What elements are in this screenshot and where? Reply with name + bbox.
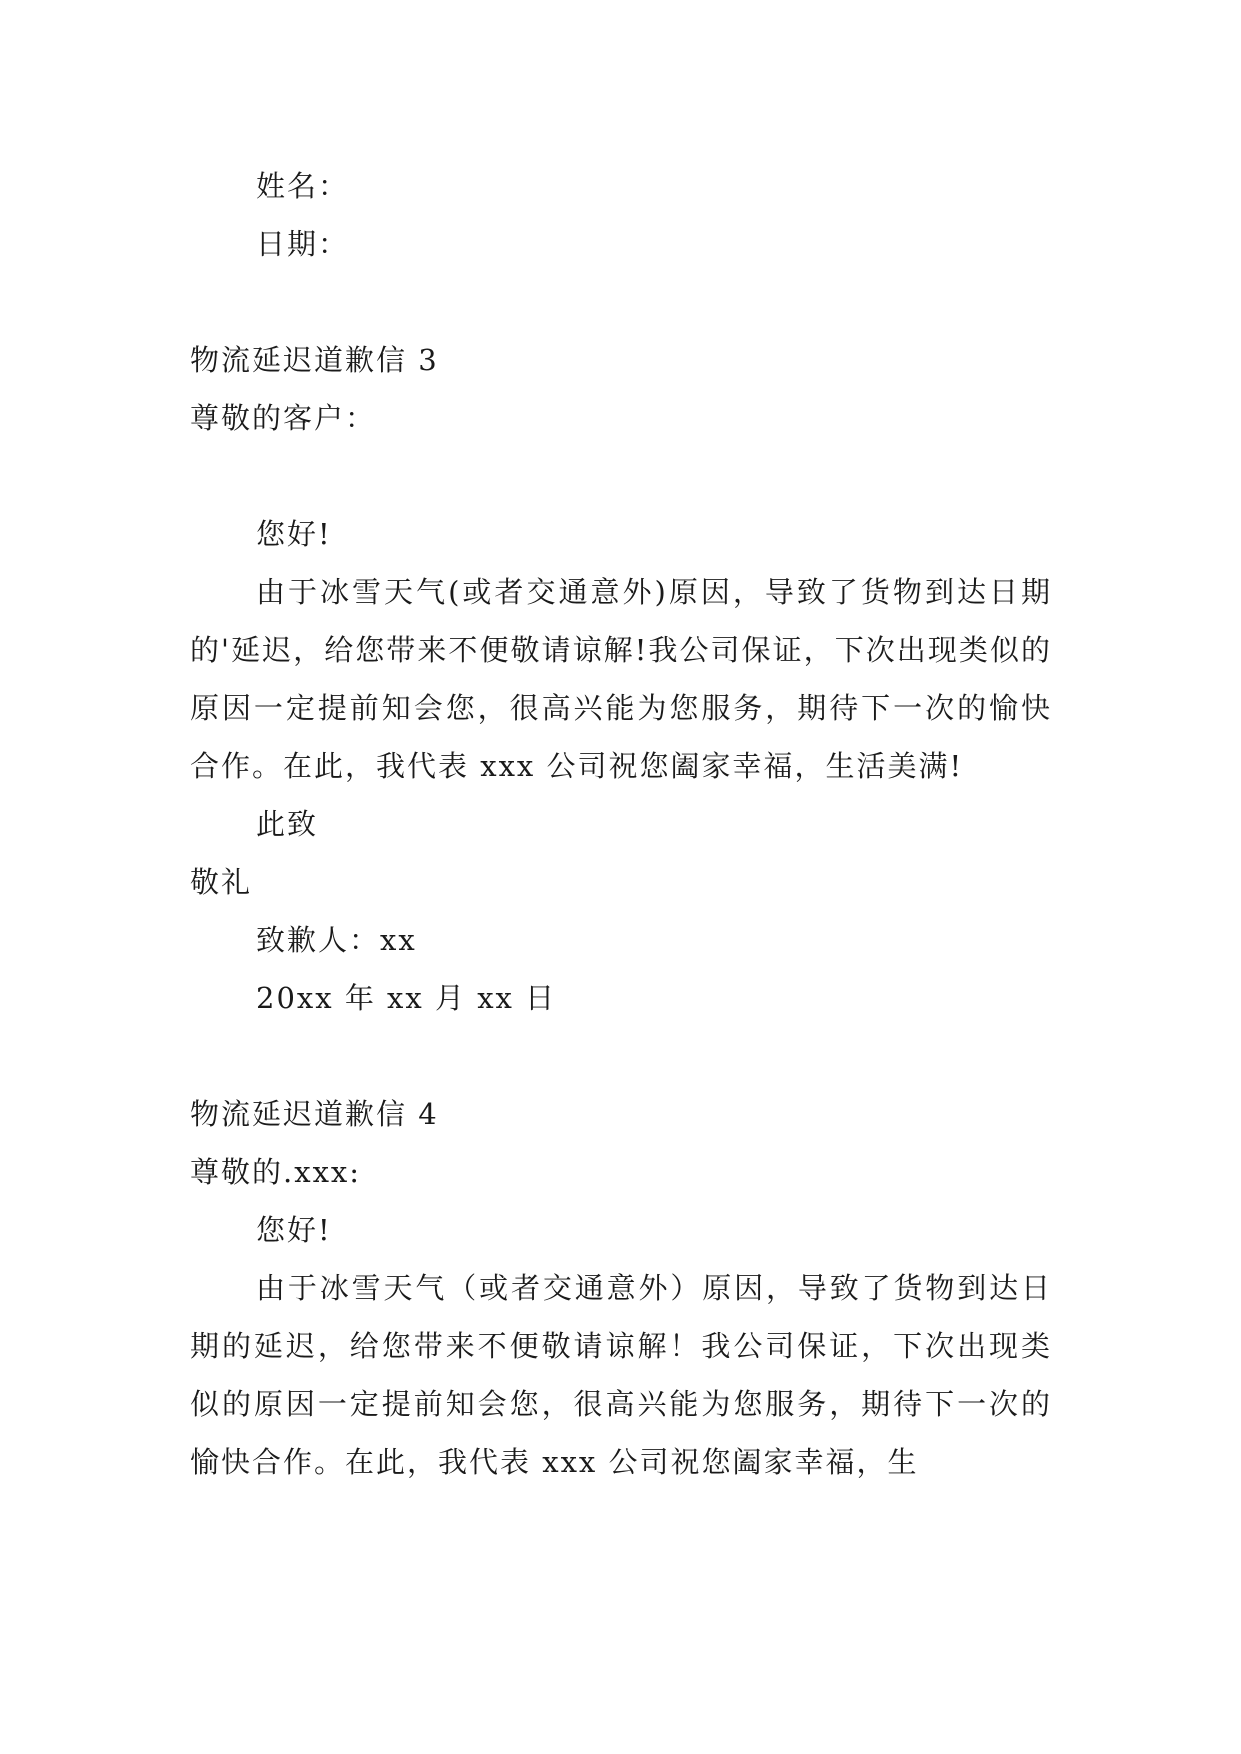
letter3-closing-2: 敬礼 — [190, 865, 253, 899]
name-label: 姓名： — [256, 169, 350, 203]
letter4-body: 由于冰雪天气（或者交通意外）原因，导致了货物到达日期的延迟，给您带来不便敬请谅解！我公司保证，下次出现类似的原因一定提前知会您，很高兴能为您服务，期待下一次的愉快合作。在此，我代表 xxx 公司祝您阖家幸福，生 — [190, 1271, 1052, 1479]
letter3-closing-1: 此致 — [256, 807, 319, 841]
document-body — [190, 157, 1052, 1491]
letter3-salutation: 尊敬的客户： — [190, 401, 377, 435]
spacer — [190, 1027, 1052, 1085]
spacer — [190, 447, 1052, 505]
letter4-title: 物流延迟道歉信 4 — [190, 1097, 439, 1131]
letter4-salutation: 尊敬的.xxx: — [190, 1155, 362, 1189]
letter3-body: 由于冰雪天气(或者交通意外)原因，导致了货物到达日期的'延迟，给您带来不便敬请谅解!我公司保证，下次出现类似的原因一定提前知会您，很高兴能为您服务，期待下一次的愉快合作。在此，我代表 xxx 公司祝您阖家幸福，生活美满! — [190, 575, 1052, 783]
letter4-greeting: 您好! — [256, 1213, 332, 1247]
letter3-signer: 致歉人：xx — [256, 923, 417, 957]
letter3-date: 20xx 年 xx 月 xx 日 — [256, 981, 557, 1015]
spacer — [190, 273, 1052, 331]
letter3-greeting: 您好! — [256, 517, 332, 551]
date-label: 日期： — [256, 227, 350, 261]
letter3-title: 物流延迟道歉信 3 — [190, 343, 439, 377]
